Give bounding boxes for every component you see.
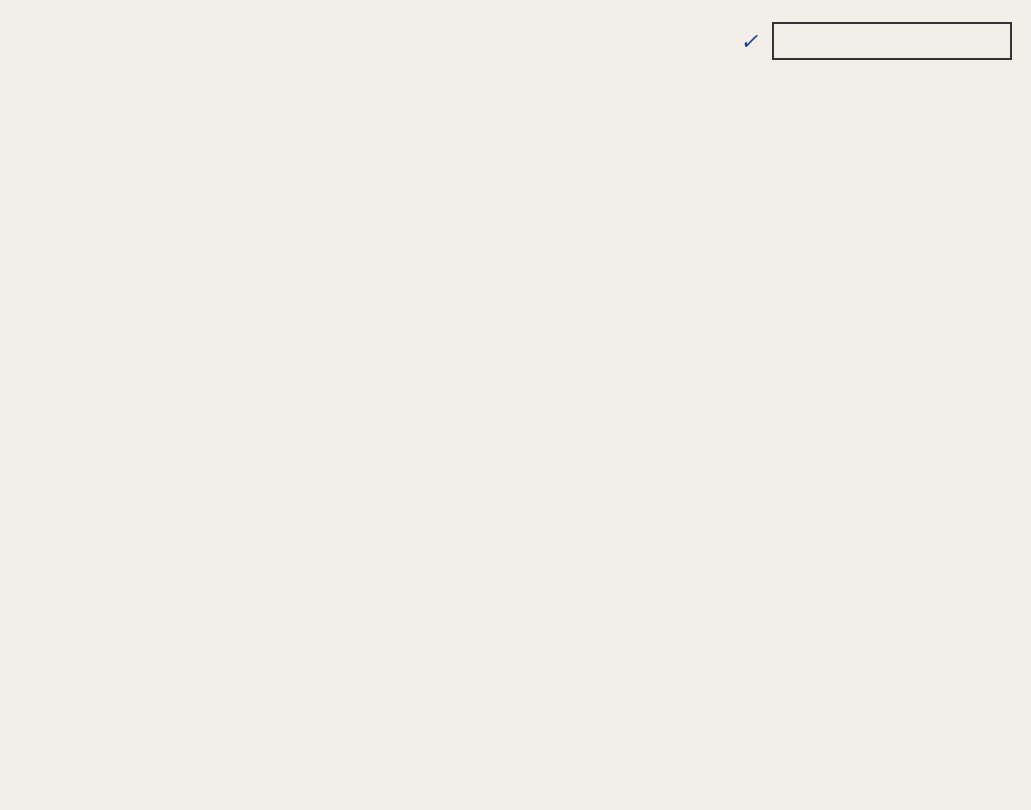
registration-box [772, 22, 1012, 60]
check-mark: ✓ [740, 30, 759, 55]
